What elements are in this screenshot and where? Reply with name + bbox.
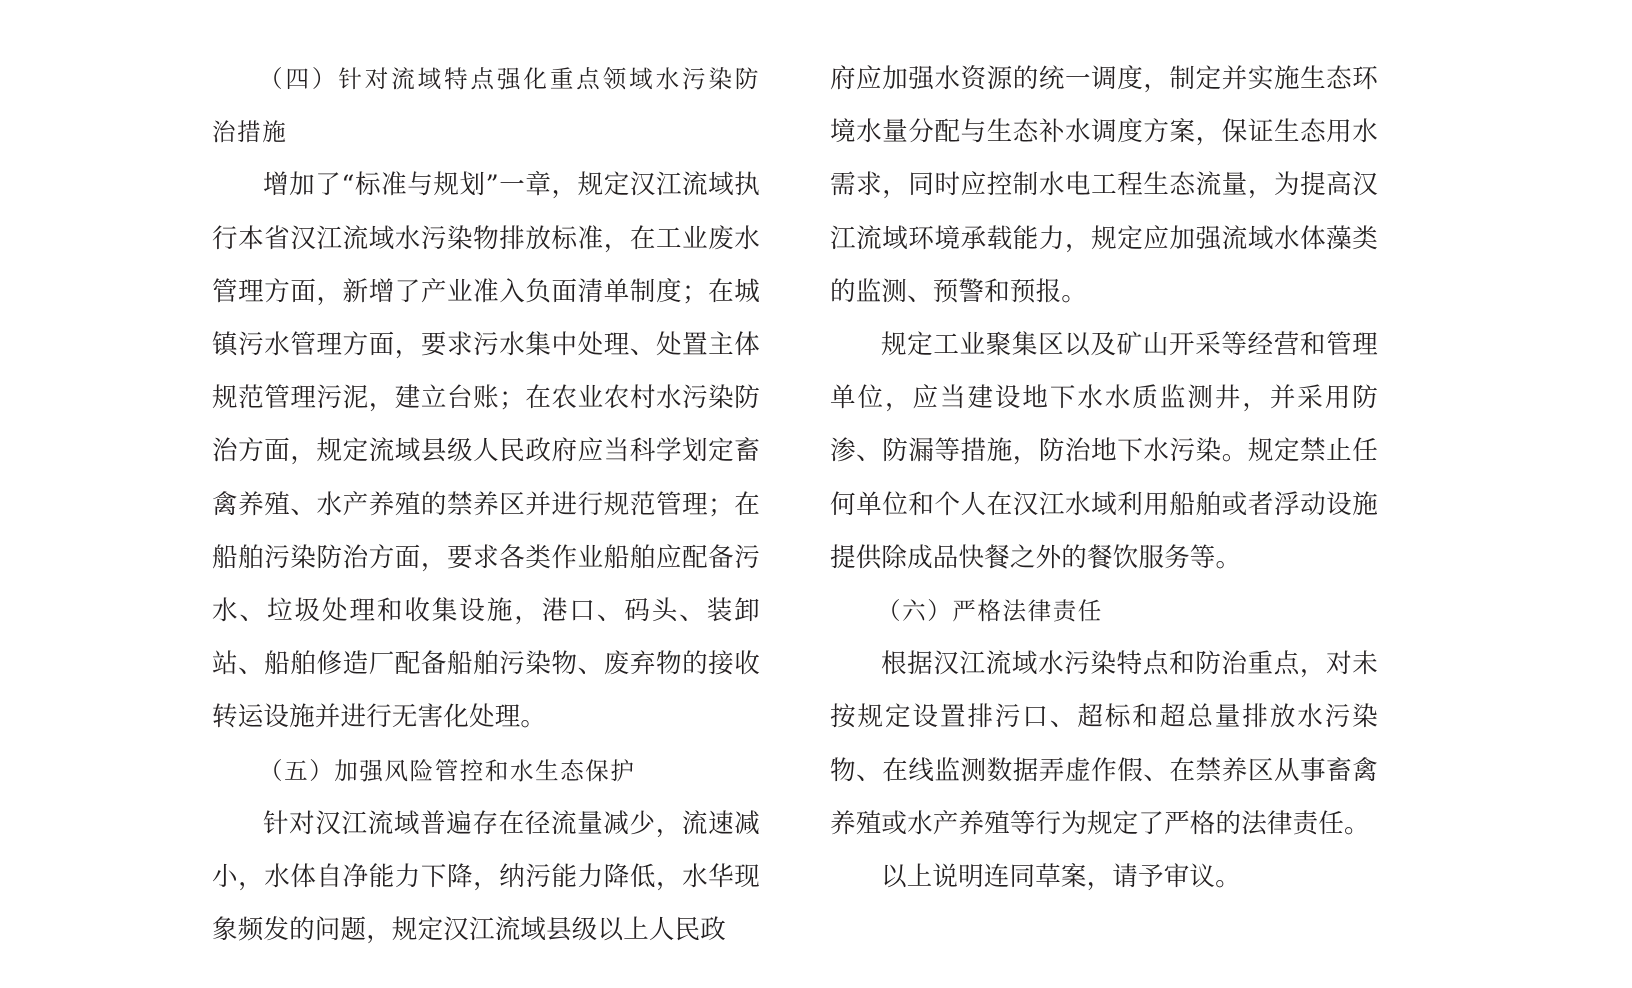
section-heading-6: （六）严格法律责任 [877,597,1103,626]
section-heading-5: （五）加强风险管控和水生态保护 [259,756,636,785]
left-text-column [212,53,760,957]
paragraph-legal-liability: 根据汉江流域水污染特点和防治重点，对未按规定设置排污口、超标和超总量排放水污染物、在线监测数据弄虚作假、在禁养区从事畜禽养殖或水产养殖等行为规定了严格的法律责任。 [830,649,1378,839]
paragraph-ecology-continued: 府应加强水资源的统一调度，制定并实施生态环境水量分配与生态补水调度方案，保证生态用水需求，同时应控制水电工程生态流量，为提高汉江流域环境承载能力，规定应加强流域水体藻类的监测、预警和预报。 [830,64,1378,307]
section-heading-4: （四）针对流域特点强化重点领域水污染防治措施 [212,65,760,147]
right-text-column [830,53,1378,904]
paragraph-ecology-start: 针对汉江流域普遍存在径流量减少，流速减小，水体自净能力下降，纳污能力降低，水华现象频发的问题，规定汉江流域县级以上人民政 [212,808,760,946]
paragraph-groundwater: 规定工业聚集区以及矿山开采等经营和管理单位，应当建设地下水水质监测井，并采用防渗、防漏等措施，防治地下水污染。规定禁止任何单位和个人在汉江水域利用船舶或者浮动设施提供除成品快餐之外的餐饮服务等。 [830,330,1378,573]
paragraph-closing: 以上说明连同草案，请予审议。 [881,862,1241,893]
paragraph-standards-and-planning: 增加了“标准与规划”一章，规定汉江流域执行本省汉江流域水污染物排放标准，在工业废水管理方面，新增了产业准入负面清单制度；在城镇污水管理方面，要求污水集中处理、处置主体规范管理污泥，建立台账；在农业农村水污染防治方面，规定流域县级人民政府应当科学划定畜禽养殖、水产养殖的禁养区并进行规范管理；在船舶污染防治方面，要求各类作业船舶应配备污水、垃圾处理和收集设施，港口、码头、装卸站、船舶修造厂配备船舶污染物、废弃物的接收转运设施并进行无害化处理。 [212,170,760,733]
